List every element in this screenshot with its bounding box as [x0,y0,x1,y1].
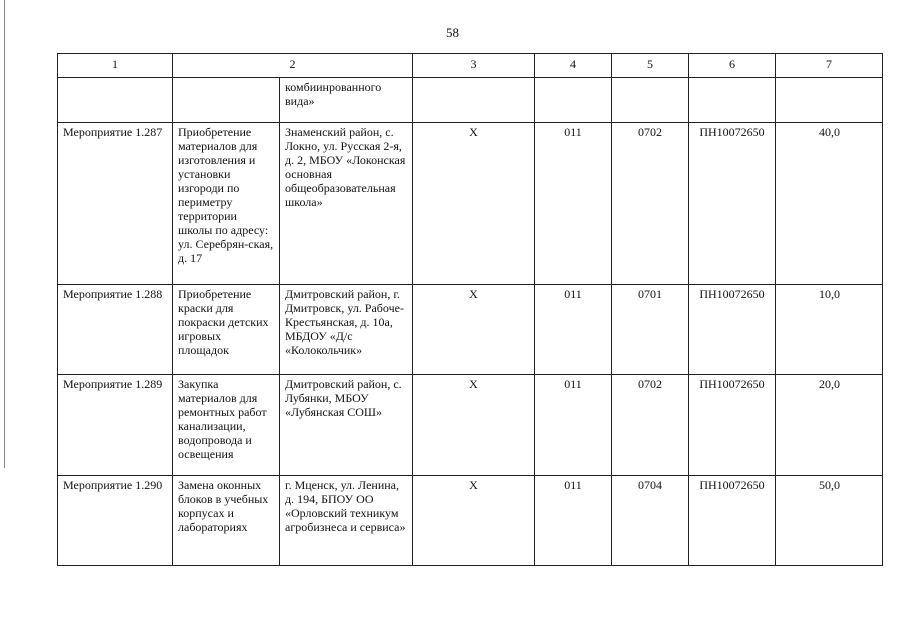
amount-cell: 10,0 [776,285,883,375]
col6-cell: ПН10072650 [689,123,776,285]
header-cell: 1 [58,54,173,78]
col4-cell: 011 [535,285,612,375]
amount-cell: 20,0 [776,375,883,476]
header-cell: 2 [173,54,413,78]
col6-cell: ПН10072650 [689,476,776,566]
header-cell: 7 [776,54,883,78]
table-row [58,285,883,375]
margin-line [4,0,5,468]
amount-cell: 50,0 [776,476,883,566]
col6-cell: ПН10072650 [689,285,776,375]
table-row [58,123,883,285]
event-id-cell: Мероприятие 1.287 [58,123,173,285]
col4-cell: 011 [535,123,612,285]
col4-cell: 011 [535,476,612,566]
amount-cell: 40,0 [776,123,883,285]
description-cell: Приобретение краски для покраски детских игровых площадок [173,285,280,375]
col5-cell: 0701 [612,285,689,375]
col3-cell: Х [413,123,535,285]
col6-cell: ПН10072650 [689,375,776,476]
header-cell: 4 [535,54,612,78]
address-cell: г. Мценск, ул. Ленина, д. 194, БПОУ ОО «Орловский техникум агробизнеса и сервиса» [280,476,413,566]
page-number: 58 [446,25,459,40]
table-row [58,476,883,566]
address-cell: Знаменский район, с. Локно, ул. Русская 2-я, д. 2, МБОУ «Локонская основная общеобразовательная школа» [280,123,413,285]
description-cell: Приобретение материалов для изготовления и установки изгороди по периметру территории школы по адресу: ул. Серебрян-ская, д. 17 [173,123,280,285]
description-cell: Замена оконных блоков в учебных корпусах и лабораториях [173,476,280,566]
col5-cell: 0702 [612,375,689,476]
description-cell: Закупка материалов для ремонтных работ канализации, водопровода и освещения [173,375,280,476]
col3-cell: Х [413,476,535,566]
header-cell: 5 [612,54,689,78]
address-cell: Дмитровский район, с. Лубянки, МБОУ «Лубянская СОШ» [280,375,413,476]
address-cell: Дмитровский район, г. Дмитровск, ул. Рабоче-Крестьянская, д. 10а, МБДОУ «Д/с «Колокольчик» [280,285,413,375]
col5-cell: 0702 [612,123,689,285]
table-row [58,375,883,476]
address-cell: комбиинрованного вида» [280,78,413,123]
event-id-cell: Мероприятие 1.289 [58,375,173,476]
header-cell: 6 [689,54,776,78]
budget-table [57,53,883,566]
col4-cell: 011 [535,375,612,476]
col5-cell: 0704 [612,476,689,566]
col3-cell: Х [413,375,535,476]
event-id-cell: Мероприятие 1.290 [58,476,173,566]
event-id-cell: Мероприятие 1.288 [58,285,173,375]
header-cell: 3 [413,54,535,78]
col3-cell: Х [413,285,535,375]
header-row [58,54,883,78]
table-row-continuation [58,78,883,123]
